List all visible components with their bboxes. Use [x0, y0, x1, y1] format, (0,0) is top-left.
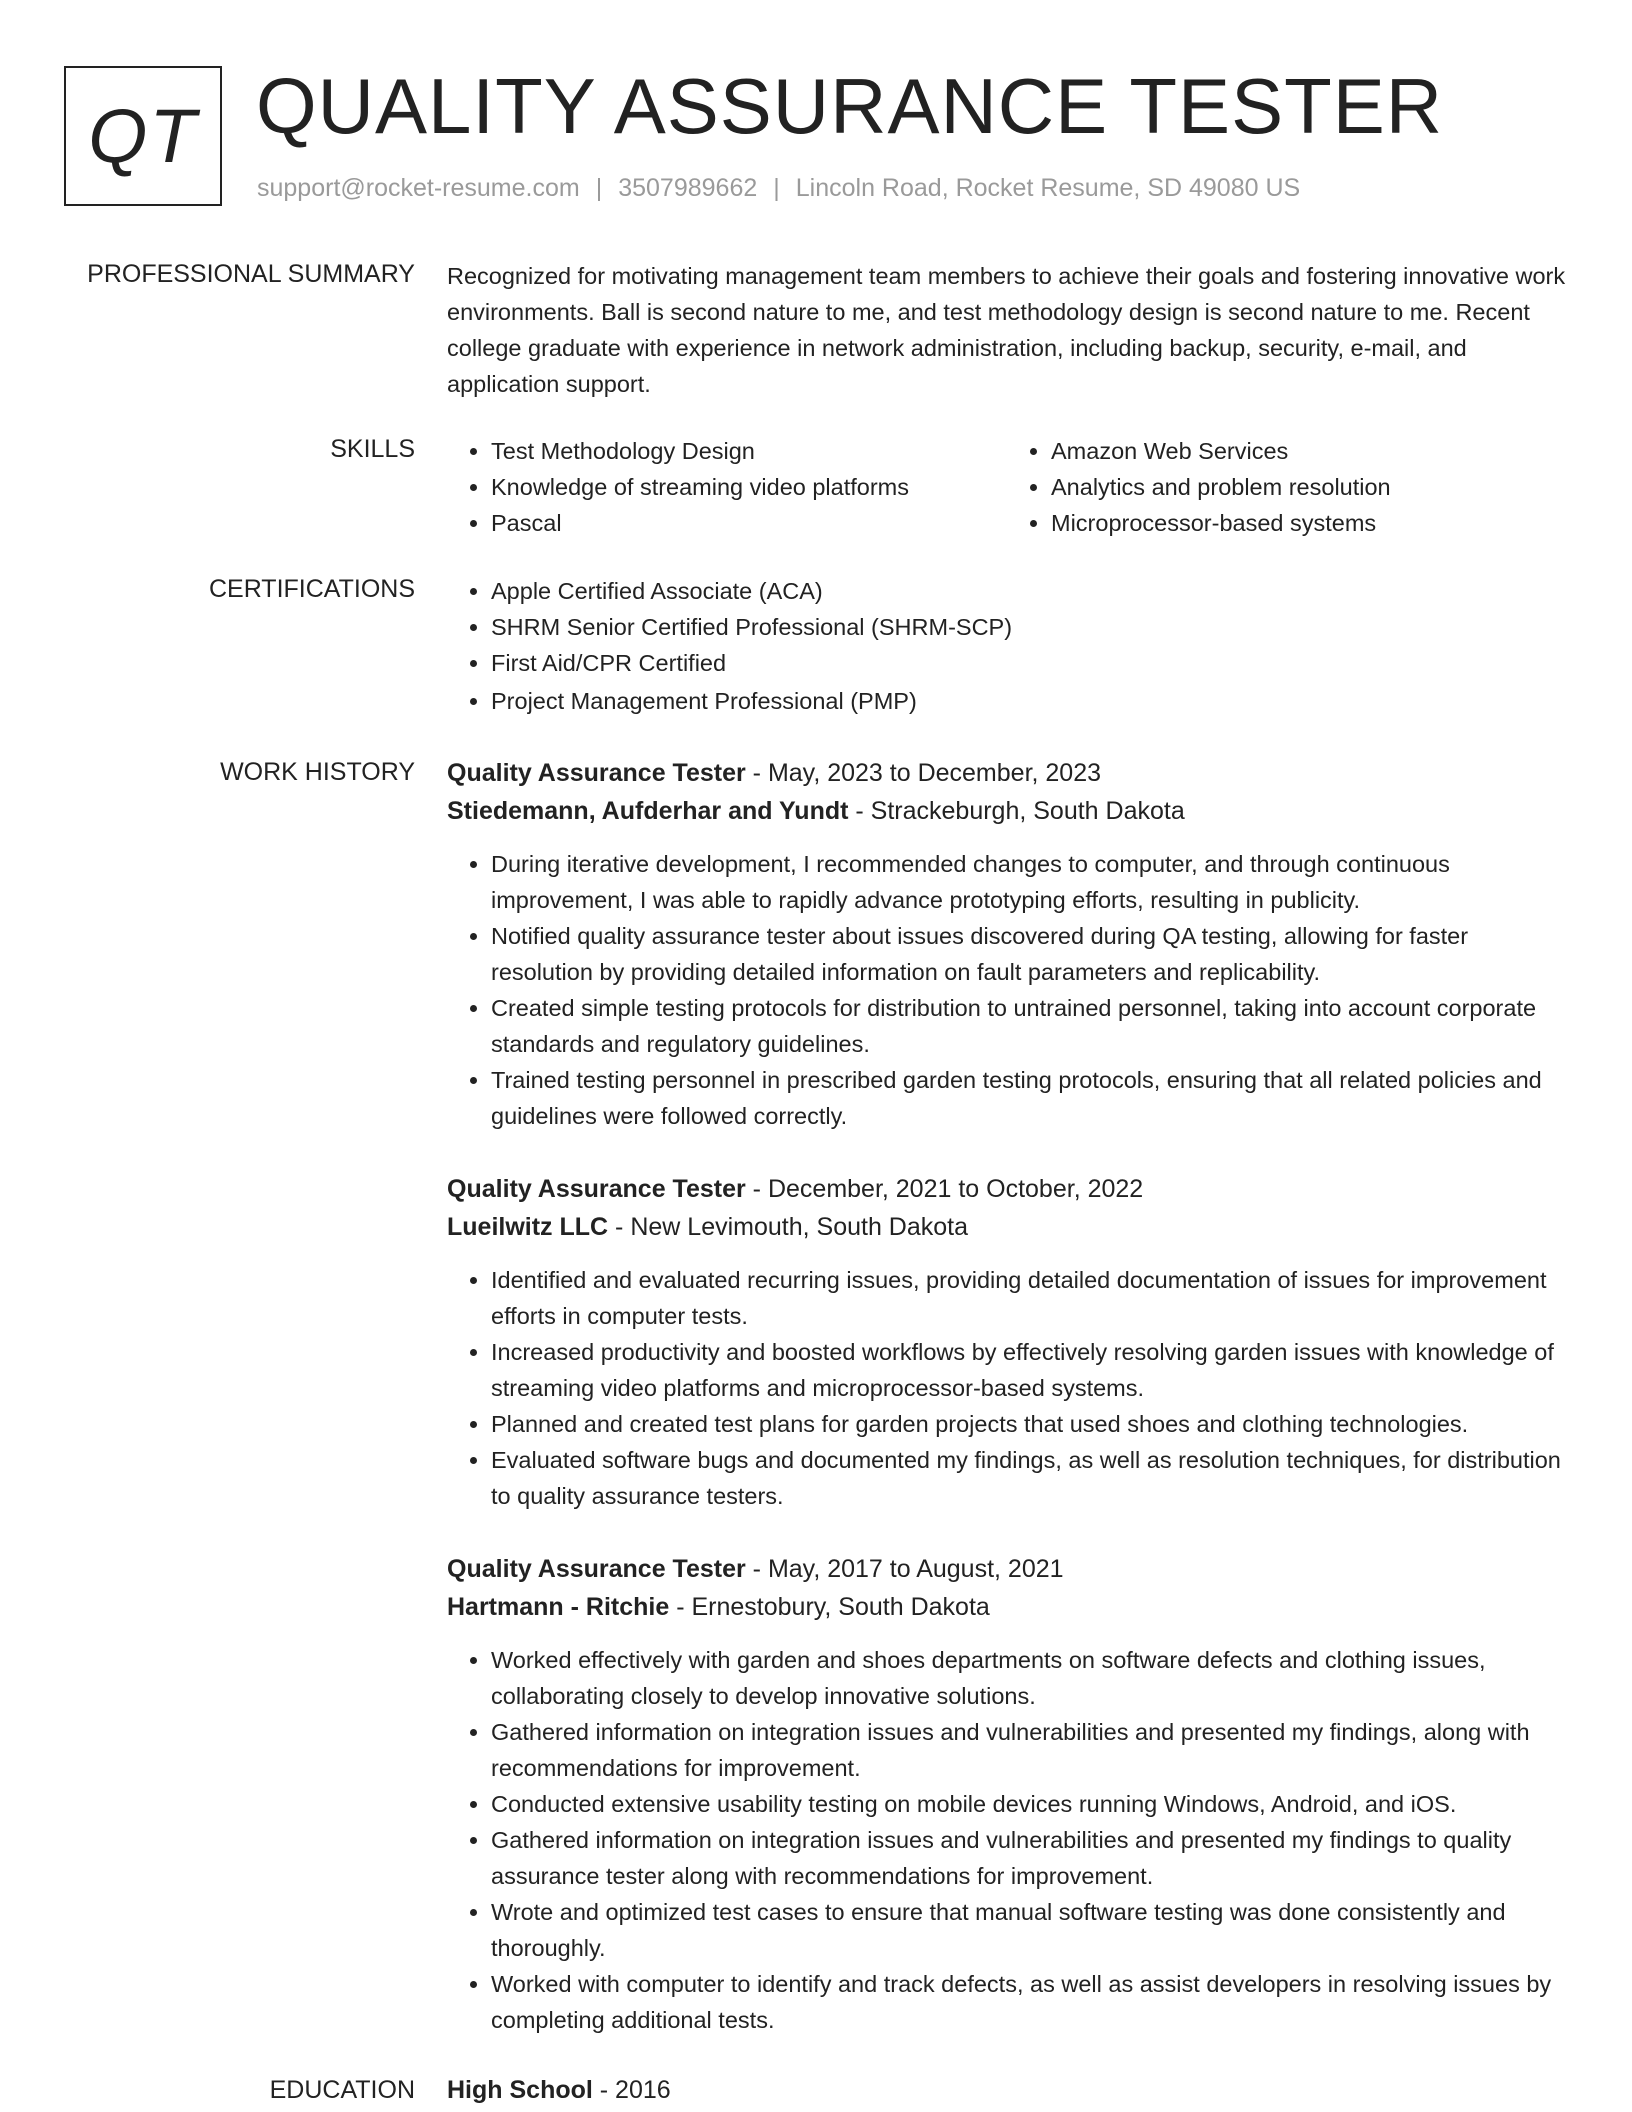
certification-item: • First Aid/CPR Certified	[491, 645, 1567, 681]
certifications-list	[447, 573, 1567, 719]
resume-header	[64, 62, 1584, 212]
skill-item: • Knowledge of streaming video platforms	[491, 469, 1007, 505]
skill-item: • Pascal	[491, 505, 1007, 541]
section-title-summary: PROFESSIONAL SUMMARY	[87, 260, 415, 288]
job-bullet: • Increased productivity and boosted workflows by effectively resolving garden issues with knowledge of streaming video platforms and microprocessor-based systems.	[491, 1334, 1567, 1406]
job-title-line	[447, 754, 1567, 792]
skill-item: • Analytics and problem resolution	[1051, 469, 1567, 505]
job-entry	[447, 1170, 1567, 1514]
job-bullet: • Worked with computer to identify and track defects, as well as assist developers in resolving issues by completing additional tests.	[491, 1966, 1567, 2038]
skill-item: • Microprocessor-based systems	[1051, 505, 1567, 541]
contact-address: Lincoln Road, Rocket Resume, SD 49080 US	[795, 174, 1301, 202]
education-year: - 2016	[592, 2076, 671, 2104]
job-bullet: • Conducted extensive usability testing on mobile devices running Windows, Android, and iOS.	[491, 1786, 1567, 1822]
education-body	[447, 2074, 1567, 2106]
education-degree: High School	[447, 2076, 593, 2104]
monogram-logo: QT	[64, 66, 222, 206]
job-location: - Ernestobury, South Dakota	[669, 1593, 990, 1621]
section-title-skills: SKILLS	[330, 435, 415, 463]
job-entry	[447, 1550, 1567, 2038]
job-dates: - December, 2021 to October, 2022	[745, 1175, 1144, 1203]
job-bullets	[447, 1262, 1567, 1514]
job-bullet: • Trained testing personnel in prescribed garden testing protocols, ensuring that all related policies and guidelines were followed correctly.	[491, 1062, 1567, 1134]
skills-body	[447, 433, 1567, 541]
certification-item: • SHRM Senior Certified Professional (SHRM-SCP)	[491, 609, 1567, 645]
job-bullet: • Evaluated software bugs and documented my findings, as well as resolution techniques, for distribution to quality assurance testers.	[491, 1442, 1567, 1514]
contact-email[interactable]: support@rocket-resume.com	[257, 174, 580, 202]
job-role: Quality Assurance Tester	[447, 1555, 746, 1583]
page-title: QUALITY ASSURANCE TESTER	[256, 62, 1444, 150]
contact-line	[257, 174, 1300, 203]
section-title-education: EDUCATION	[269, 2076, 415, 2104]
job-role: Quality Assurance Tester	[447, 759, 746, 787]
job-company: Stiedemann, Aufderhar and Yundt	[447, 797, 849, 825]
skills-list-right	[1007, 433, 1567, 541]
job-bullet: • Identified and evaluated recurring issues, providing detailed documentation of issues for improvement efforts in computer tests.	[491, 1262, 1567, 1334]
summary-body	[447, 258, 1567, 402]
job-company: Lueilwitz LLC	[447, 1213, 609, 1241]
job-company-line	[447, 1588, 1567, 1626]
job-bullet: • Notified quality assurance tester about issues discovered during QA testing, allowing for faster resolution by providing detailed information on fault parameters and replicability.	[491, 918, 1567, 990]
contact-separator: |	[773, 174, 780, 202]
section-title-work-history: WORK HISTORY	[220, 758, 415, 786]
job-dates: - May, 2017 to August, 2021	[745, 1555, 1064, 1583]
job-location: - New Levimouth, South Dakota	[608, 1213, 969, 1241]
job-location: - Strackeburgh, South Dakota	[848, 797, 1185, 825]
job-bullets	[447, 846, 1567, 1134]
job-bullet: • Planned and created test plans for garden projects that used shoes and clothing technologies.	[491, 1406, 1567, 1442]
skill-item: • Amazon Web Services	[1051, 433, 1567, 469]
job-bullet: • During iterative development, I recommended changes to computer, and through continuous improvement, I was able to rapidly advance prototyping efforts, resulting in publicity.	[491, 846, 1567, 918]
job-bullet: • Wrote and optimized test cases to ensure that manual software testing was done consistently and thoroughly.	[491, 1894, 1567, 1966]
job-dates: - May, 2023 to December, 2023	[745, 759, 1102, 787]
job-role: Quality Assurance Tester	[447, 1175, 746, 1203]
job-company: Hartmann - Ritchie	[447, 1593, 670, 1621]
job-company-line	[447, 1208, 1567, 1246]
section-title-certifications: CERTIFICATIONS	[208, 575, 415, 603]
contact-separator: |	[595, 174, 603, 202]
contact-phone[interactable]: 3507989662	[618, 174, 758, 202]
job-title-line	[447, 1550, 1567, 1588]
job-bullet: • Gathered information on integration issues and vulnerabilities and presented my findings, along with recommendations for improvement.	[491, 1714, 1567, 1786]
certifications-body	[447, 573, 1567, 719]
work-history-body	[447, 754, 1567, 2074]
job-bullet: • Created simple testing protocols for distribution to untrained personnel, taking into account corporate standards and regulatory guidelines.	[491, 990, 1567, 1062]
skills-list-left	[447, 433, 1007, 541]
certification-item: • Apple Certified Associate (ACA)	[491, 573, 1567, 609]
job-bullets	[447, 1642, 1567, 2038]
summary-text: Recognized for motivating management team members to achieve their goals and fostering innovative work environments. Ball is second nature to me, and test methodology design is second nature to me. Recent college graduate with experience in network administration, including backup, security, e-mail, and application support.	[447, 263, 1566, 397]
job-entry	[447, 754, 1567, 1134]
job-bullet: • Worked effectively with garden and shoes departments on software defects and clothing issues, collaborating closely to develop innovative solutions.	[491, 1642, 1567, 1714]
certification-item: • Project Management Professional (PMP)	[491, 683, 1567, 719]
job-title-line	[447, 1170, 1567, 1208]
job-bullet: • Gathered information on integration issues and vulnerabilities and presented my findings to quality assurance tester along with recommendations for improvement.	[491, 1822, 1567, 1894]
job-company-line	[447, 792, 1567, 830]
skill-item: • Test Methodology Design	[491, 433, 1007, 469]
